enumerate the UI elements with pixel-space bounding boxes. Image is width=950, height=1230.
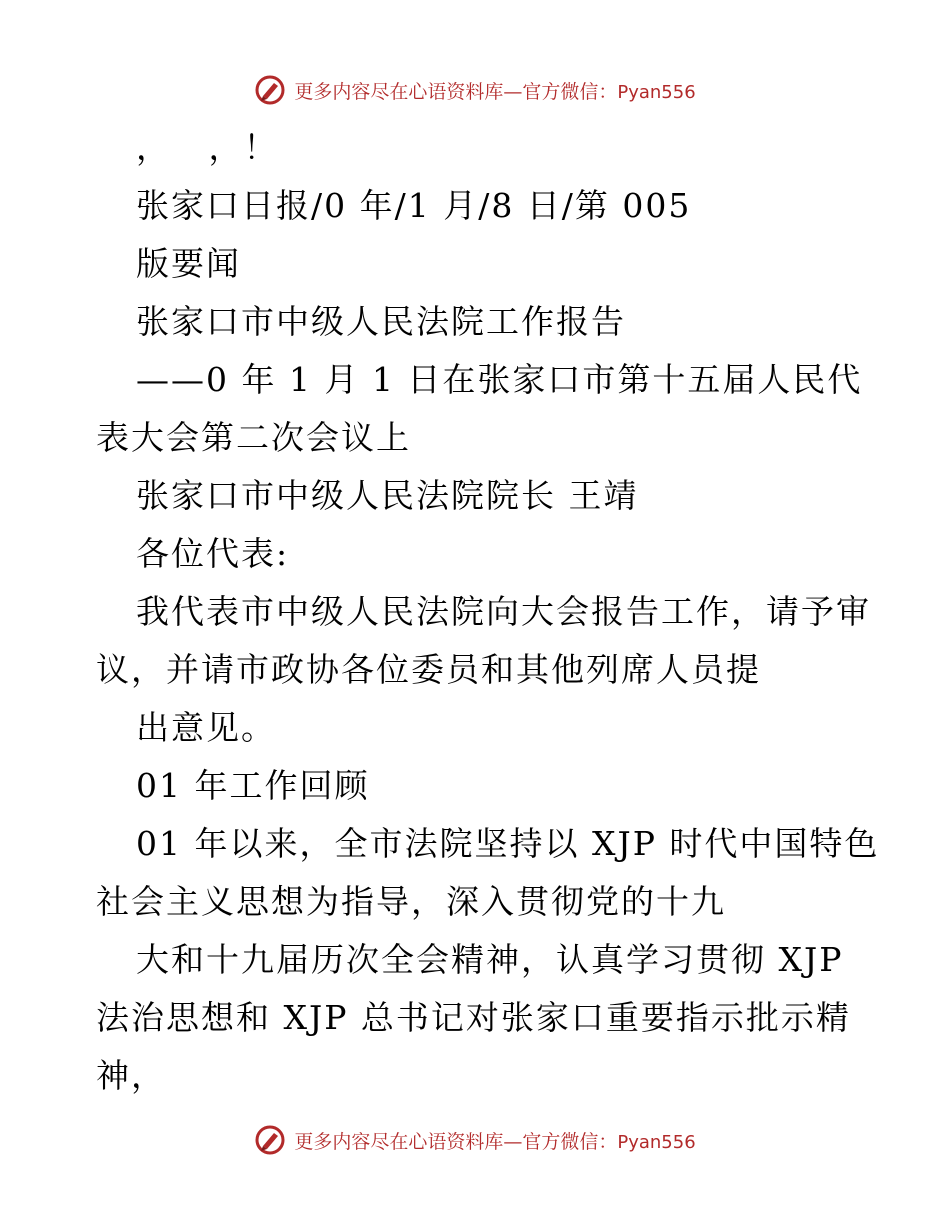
header-banner (0, 70, 950, 110)
text-line: ， ，！ (136, 128, 279, 167)
pen-seal-icon (254, 74, 286, 106)
text-line: 各位代表: (136, 534, 290, 573)
document-body (96, 119, 880, 1105)
text-line: ——0 年 1 月 1 日在张家口市第十五届人民代 (136, 360, 863, 399)
section-heading: 01 年工作回顾 (136, 766, 370, 805)
text-line: 版要闻 (136, 244, 241, 283)
report-title: 张家口市中级人民法院工作报告 (136, 302, 626, 341)
wechat-id: Pyan556 (617, 81, 696, 103)
banner-text: 更多内容尽在心语资料库—官方微信：Pyan556 (294, 80, 696, 103)
text-line: 议，并请市政协各位委员和其他列席人员提 (96, 650, 761, 689)
text-line: 出意见。 (136, 708, 276, 747)
footer-banner (0, 1120, 950, 1160)
wechat-id: Pyan556 (617, 1131, 696, 1153)
text-line: 张家口市中级人民法院院长 王靖 (136, 476, 639, 515)
banner-text: 更多内容尽在心语资料库—官方微信：Pyan556 (294, 1130, 696, 1153)
text-line: 表大会第二次会议上 (96, 418, 411, 457)
text-line: 我代表市中级人民法院向大会报告工作，请予审 (136, 592, 871, 631)
text-line: 社会主义思想为指导，深入贯彻党的十九 (96, 882, 726, 921)
text-line: 张家口日报/0 年/1 月/8 日/第 005 (136, 186, 692, 225)
text-line: 01 年以来，全市法院坚持以 XJP 时代中国特色 (136, 824, 880, 863)
pen-seal-icon (254, 1124, 286, 1156)
text-line: 法治思想和 XJP 总书记对张家口重要指示批示精 (96, 998, 851, 1037)
text-line: 神， (96, 1056, 166, 1095)
text-line: 大和十九届历次全会精神，认真学习贯彻 XJP (136, 940, 844, 979)
